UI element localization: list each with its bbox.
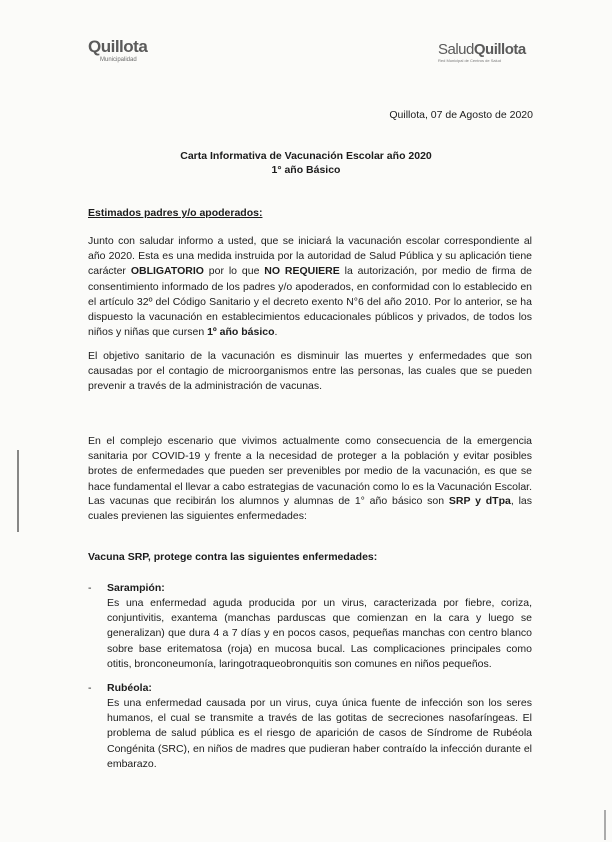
logo-left-name: Quillota [88,37,148,56]
disease-name: Rubéola: [107,682,152,694]
p4-vaccine-names: SRP y dTpa [448,495,511,507]
p1-grade: 1º año básico [207,326,275,339]
municipalidad-logo [88,38,158,68]
p1-no-requiere: NO REQUIERE [264,265,340,278]
logo-right-name [438,42,538,58]
paragraph-covid: En el complejo escenario que vivimos actualmente como consecuencia de la emergencia sanitaria por COVID-19 y frente a la necesidad de proteger a la población y evitar posibles brotes de enfermedades que pueden ser prevenibles por medio de la vacunación, es que se hace fundamental el llevar a cabo estrategias de vacunación como lo es la Vacunación Escolar. [88,435,532,493]
disease-name: Sarampión: [107,582,165,594]
scan-mark [604,810,606,840]
p1-obligatorio: OBLIGATORIO [130,265,204,278]
p1-c: por lo que [203,265,265,278]
p4-a: Las vacunas que recibirán los alumnos y alumnas de 1° año básico son [88,495,449,507]
p4-c: , las cuales previenen las siguientes enfermedades: [88,495,532,523]
paragraph-objective: El objetivo sanitario de la vacunación es disminuir las muertes y enfermedades que son causadas por el contagio de microorganismos entre las personas, las cuales que se pueden prevenir a través de la administración de vacunas. [88,350,532,393]
logo-right-sub: Red Municipal de Centros de Salud [438,58,501,63]
disease-description: Es una enfermedad causada por un virus, cuya única fuente de infección son los seres humanos, el cual se transmite a través de las gotitas de secreciones nasofaríngeas. El problema de salud pública es el riesgo de aparición de casos de Síndrome de Rubéola Congénita (SRC), en niños de madres que pudieran haber contraído la infección durante el embarazo. [107,697,532,770]
p1-e: la autorización, por medio de firma de consentimiento informado de los padres y/o apoderados, en conformidad con lo establecido en el artículo 32º del Código Sanitario y el decreto exento N°6 del año 2010. Por lo anterior, se ha dispuesto la vacunación en establecimientos educacionales públicos y privados, de todos los niños y niñas que cursen [88,265,532,339]
paragraph-vaccines [88,494,532,524]
p1-a: Junto con saludar informo a usted, que se iniciará la vacunación escolar correspondiente al año 2020. Esta es una medida instruida por la autoridad de Salud Pública y su aplicación tiene carácter [88,235,532,278]
letter-subtitle: 1° año Básico [271,164,341,176]
salud-quillota-logo [438,42,538,70]
disease-description: Es una enfermedad aguda producida por un virus, caracterizada por fiebre, coriza, conjuntivitis, exantema (manchas parduscas que comienzan en la cara y luego se generalizan) que dura 4 a 7 días y en pocos casos, pequeñas manchas con centro blanco sobre base eritematosa (roja) en mucosa bucal. Las complicaciones principales como otitis, bronconeumonía, laringotraqueobronquitis son comunes en niños pequeños. [107,597,532,670]
greeting: Estimados padres y/o apoderados: [88,207,263,219]
list-dash: - [88,582,92,594]
letter-title: Carta Informativa de Vacunación Escolar año 2020 [180,150,432,162]
logo-left-sub: Municipalidad [100,57,137,63]
logo-right-name-b: Quillota [473,41,526,58]
logo-right-name-a: Salud [438,41,474,58]
scan-mark [17,450,19,532]
list-dash: - [88,682,92,694]
section-title: Vacuna SRP, protege contra las siguientes enfermedades: [88,551,378,563]
p1-g: . [274,326,278,339]
paragraph-intro [88,234,532,340]
letter-date: Quillota, 07 de Agosto de 2020 [389,109,533,121]
